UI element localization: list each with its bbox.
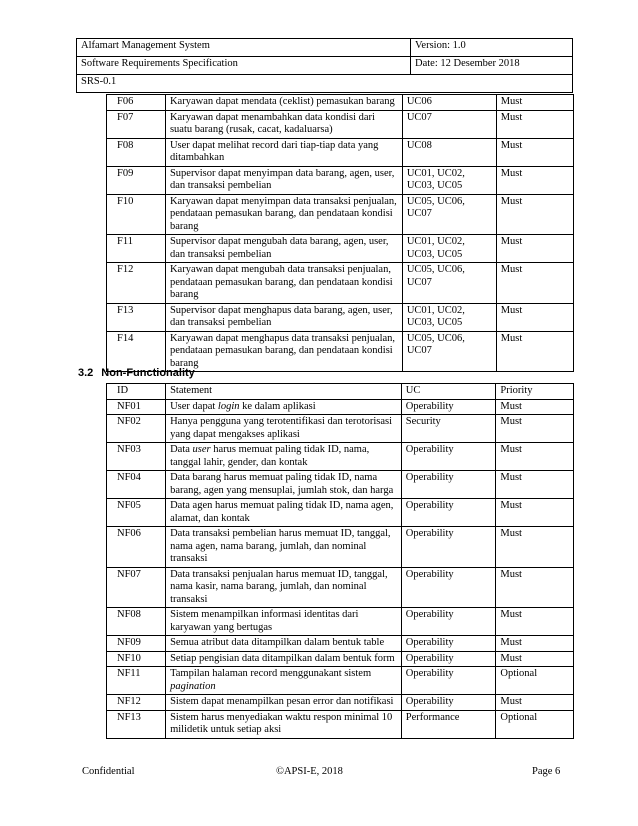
table-row (107, 331, 574, 372)
requirement-use-case: Operability (401, 399, 496, 415)
table-header-row (107, 384, 574, 400)
statement-text: Data (170, 444, 193, 455)
requirement-priority: Must (496, 331, 573, 372)
requirement-use-case: Operability (401, 499, 496, 527)
table-row (107, 95, 574, 111)
statement-text: Sistem harus menyediakan waktu respon minimal 10 milidetik untuk setiap aksi (170, 711, 393, 735)
requirement-statement (166, 499, 402, 527)
table-row (107, 651, 574, 667)
requirement-statement (166, 608, 402, 636)
requirement-priority: Must (496, 695, 574, 711)
requirement-priority: Must (496, 415, 574, 443)
header-uc: UC (401, 384, 496, 400)
requirement-use-case: Operability (401, 651, 496, 667)
requirement-priority: Must (496, 138, 573, 166)
requirement-statement: Karyawan dapat menghapus data transaksi penjualan, pendataan pemasukan barang, dan pendataan kondisi barang (165, 331, 402, 372)
requirement-use-case: Operability (401, 667, 496, 695)
requirement-id: F09 (107, 166, 166, 194)
requirement-statement (166, 399, 402, 415)
requirement-id: NF07 (107, 567, 166, 608)
requirement-priority: Optional (496, 710, 574, 738)
requirement-id: F11 (107, 235, 166, 263)
requirement-priority: Must (496, 166, 573, 194)
statement-emphasis: user (192, 444, 211, 455)
requirement-id: F14 (107, 331, 166, 372)
table-row (107, 636, 574, 652)
table-row (107, 443, 574, 471)
table-row (107, 263, 574, 304)
requirement-id: NF13 (107, 710, 166, 738)
table-row (107, 608, 574, 636)
requirement-id: NF06 (107, 527, 166, 568)
requirement-statement: User dapat melihat record dari tiap-tiap data yang ditambahkan (165, 138, 402, 166)
requirement-statement: Karyawan dapat mengubah data transaksi penjualan, pendataan pemasukan barang, dan pendataan kondisi barang (165, 263, 402, 304)
requirement-use-case: Operability (401, 695, 496, 711)
requirement-statement: Supervisor dapat menghapus data barang, agen, user, dan transaksi pembelian (165, 303, 402, 331)
requirement-id: NF05 (107, 499, 166, 527)
statement-emphasis: pagination (170, 680, 216, 692)
table-row (107, 567, 574, 608)
requirement-id: NF03 (107, 443, 166, 471)
requirement-statement (166, 651, 402, 667)
requirement-priority: Must (496, 471, 574, 499)
statement-text: harus memuat paling tidak ID, nama, tanggal lahir, gender, dan kontak (170, 444, 370, 468)
requirement-id: F12 (107, 263, 166, 304)
requirement-priority: Must (496, 651, 574, 667)
system-name: Alfamart Management System (77, 39, 411, 57)
requirement-use-case: UC08 (402, 138, 496, 166)
requirement-use-case: Security (401, 415, 496, 443)
section-number: 3.2 (78, 367, 94, 379)
requirement-priority: Must (496, 399, 574, 415)
statement-text: Data agen harus memuat paling tidak ID, nama agen, alamat, dan kontak (170, 500, 394, 524)
requirement-priority: Must (496, 303, 573, 331)
requirement-statement: Karyawan dapat menyimpan data transaksi penjualan, pendataan pemasukan barang, dan pendataan kondisi barang (165, 194, 402, 235)
requirement-use-case: Operability (401, 636, 496, 652)
requirement-use-case: Operability (401, 527, 496, 568)
header-priority: Priority (496, 384, 574, 400)
requirement-use-case: UC05, UC06, UC07 (402, 331, 496, 372)
requirement-statement (166, 710, 402, 738)
requirement-id: F07 (107, 110, 166, 138)
section-title: Non-Functionality (101, 367, 195, 379)
table-row (107, 695, 574, 711)
requirement-use-case: Operability (401, 608, 496, 636)
table-row (107, 194, 574, 235)
requirement-statement (166, 636, 402, 652)
table-row (107, 499, 574, 527)
statement-text: ke dalam aplikasi (239, 400, 316, 412)
table-row (107, 667, 574, 695)
requirement-priority: Must (496, 95, 573, 111)
statement-text: User dapat (170, 400, 218, 412)
table-row (107, 527, 574, 568)
requirement-priority: Must (496, 499, 574, 527)
requirement-priority: Must (496, 194, 573, 235)
requirement-statement: Supervisor dapat menyimpan data barang, agen, user, dan transaksi pembelian (165, 166, 402, 194)
statement-text: Data barang harus memuat paling tidak ID, nama barang, agen yang mensuplai, jumlah stok, dan harga (170, 472, 394, 496)
requirement-use-case: UC01, UC02, UC03, UC05 (402, 166, 496, 194)
requirement-use-case: UC07 (402, 110, 496, 138)
statement-text: Data transaksi penjualan harus memuat ID, tanggal, nama kasir, nama barang, jumlah, dan nominal transaksi (170, 568, 388, 605)
requirement-id: F06 (107, 95, 166, 111)
header-id: ID (107, 384, 166, 400)
requirement-use-case: Operability (401, 567, 496, 608)
footer-confidential: Confidential (82, 766, 135, 777)
requirement-id: NF11 (107, 667, 166, 695)
requirement-use-case: Performance (401, 710, 496, 738)
requirement-use-case: Operability (401, 471, 496, 499)
version: Version: 1.0 (411, 39, 573, 57)
requirement-statement: Karyawan dapat mendata (ceklist) pemasukan barang (165, 95, 402, 111)
requirement-id: NF12 (107, 695, 166, 711)
footer-copyright: ©APSI-E, 2018 (276, 766, 343, 777)
requirement-statement: Karyawan dapat menambahkan data kondisi dari suatu barang (rusak, cacat, kadaluarsa) (165, 110, 402, 138)
table-row (107, 471, 574, 499)
requirement-use-case: UC05, UC06, UC07 (402, 263, 496, 304)
non-functional-requirements-table (106, 383, 574, 739)
requirement-priority: Must (496, 443, 574, 471)
statement-text: Sistem menampilkan informasi identitas dari karyawan yang bertugas (170, 609, 359, 633)
requirement-priority: Must (496, 636, 574, 652)
table-row (107, 303, 574, 331)
requirement-use-case: UC06 (402, 95, 496, 111)
statement-text: Data transaksi pembelian harus memuat ID, tanggal, nama agen, nama barang, jumlah, dan nominal transaksi (170, 528, 391, 564)
document-type: Software Requirements Specification (77, 57, 411, 75)
statement-emphasis: login (217, 400, 240, 412)
document-header (76, 38, 573, 93)
requirement-priority: Must (496, 608, 574, 636)
requirement-id: NF04 (107, 471, 166, 499)
requirement-use-case: UC01, UC02, UC03, UC05 (402, 235, 496, 263)
requirement-use-case: UC01, UC02, UC03, UC05 (402, 303, 496, 331)
requirement-statement (166, 415, 402, 443)
footer-page-number: Page 6 (532, 766, 561, 777)
requirement-statement (166, 443, 402, 471)
requirement-statement (166, 695, 402, 711)
requirement-id: F08 (107, 138, 166, 166)
requirement-priority: Must (496, 567, 574, 608)
table-row (107, 235, 574, 263)
requirement-priority: Must (496, 110, 573, 138)
document-date: Date: 12 Desember 2018 (411, 57, 573, 75)
table-row (107, 138, 574, 166)
functional-requirements-table (106, 94, 574, 372)
table-row (107, 415, 574, 443)
requirement-id: F13 (107, 303, 166, 331)
requirement-statement (166, 567, 402, 608)
statement-text: Tampilan halaman record menggunakant sistem (170, 668, 372, 679)
table-row (107, 399, 574, 415)
header-statement: Statement (166, 384, 402, 400)
requirement-id: NF01 (107, 399, 166, 415)
requirement-statement (166, 527, 402, 568)
requirement-use-case: UC05, UC06, UC07 (402, 194, 496, 235)
requirement-statement: Supervisor dapat mengubah data barang, agen, user, dan transaksi pembelian (165, 235, 402, 263)
statement-text: Sistem dapat menampilkan pesan error dan notifikasi (170, 696, 394, 707)
table-row (107, 110, 574, 138)
requirement-priority: Optional (496, 667, 574, 695)
statement-text: Setiap pengisian data ditampilkan dalam bentuk form (170, 652, 395, 664)
requirement-statement (166, 471, 402, 499)
requirement-priority: Must (496, 235, 573, 263)
document-code: SRS-0.1 (77, 75, 573, 93)
requirement-id: NF02 (107, 415, 166, 443)
requirement-statement (166, 667, 402, 695)
requirement-id: NF08 (107, 608, 166, 636)
requirement-priority: Must (496, 263, 573, 304)
statement-text: Hanya pengguna yang terotentifikasi dan terotorisasi yang dapat mengakses aplikasi (170, 416, 392, 440)
requirement-id: NF09 (107, 636, 166, 652)
requirement-priority: Must (496, 527, 574, 568)
table-row (107, 166, 574, 194)
requirement-id: F10 (107, 194, 166, 235)
table-row (107, 710, 574, 738)
section-heading (78, 367, 195, 379)
statement-text: Semua atribut data ditampilkan dalam bentuk table (170, 637, 385, 648)
requirement-use-case: Operability (401, 443, 496, 471)
requirement-id: NF10 (107, 651, 166, 667)
